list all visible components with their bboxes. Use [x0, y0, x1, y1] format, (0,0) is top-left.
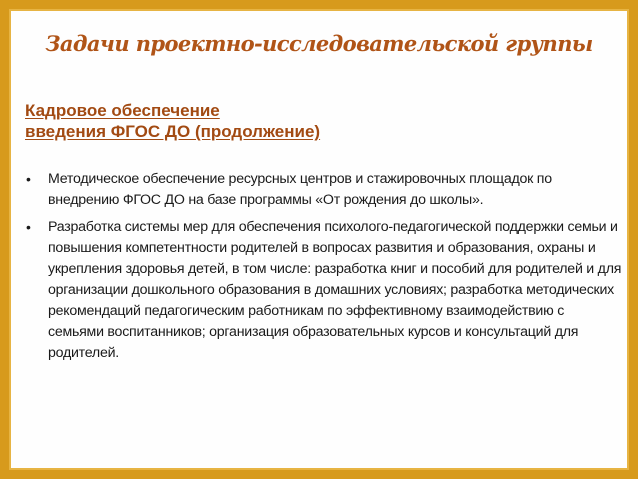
bullet-text: Разработка системы мер для обеспечения психолого-педагогической поддержки семьи и повышения компетентности родителей в вопросах развития и образования, охраны и укрепления здоровья детей, в том числе: разработка книг и пособий для родителей и для организации дошкольного образования в домашних условиях; разработка методических рекомендаций педагогическим работникам по эффективному взаимодействию с семьями воспитанников; организация образовательных курсов и консультаций для родителей.: [48, 219, 622, 361]
bullet-marker: •: [26, 219, 31, 235]
section-heading: [25, 100, 355, 142]
bullet-list: [22, 169, 622, 370]
bullet-text: Методическое обеспечение ресурсных центров и стажировочных площадок по внедрению ФГОС ДО на базе программы «От рождения до школы».: [48, 171, 552, 208]
slide-title: Задачи проектно-исследовательской группы: [45, 31, 593, 56]
bullet-item-methodical-support: [22, 169, 622, 211]
bullet-item-family-support: [22, 217, 622, 364]
bullet-marker: •: [26, 171, 31, 187]
section-heading-line-2: введения ФГОС ДО (продолжение): [25, 122, 321, 141]
section-heading-line-1: Кадровое обеспечение: [25, 101, 220, 120]
